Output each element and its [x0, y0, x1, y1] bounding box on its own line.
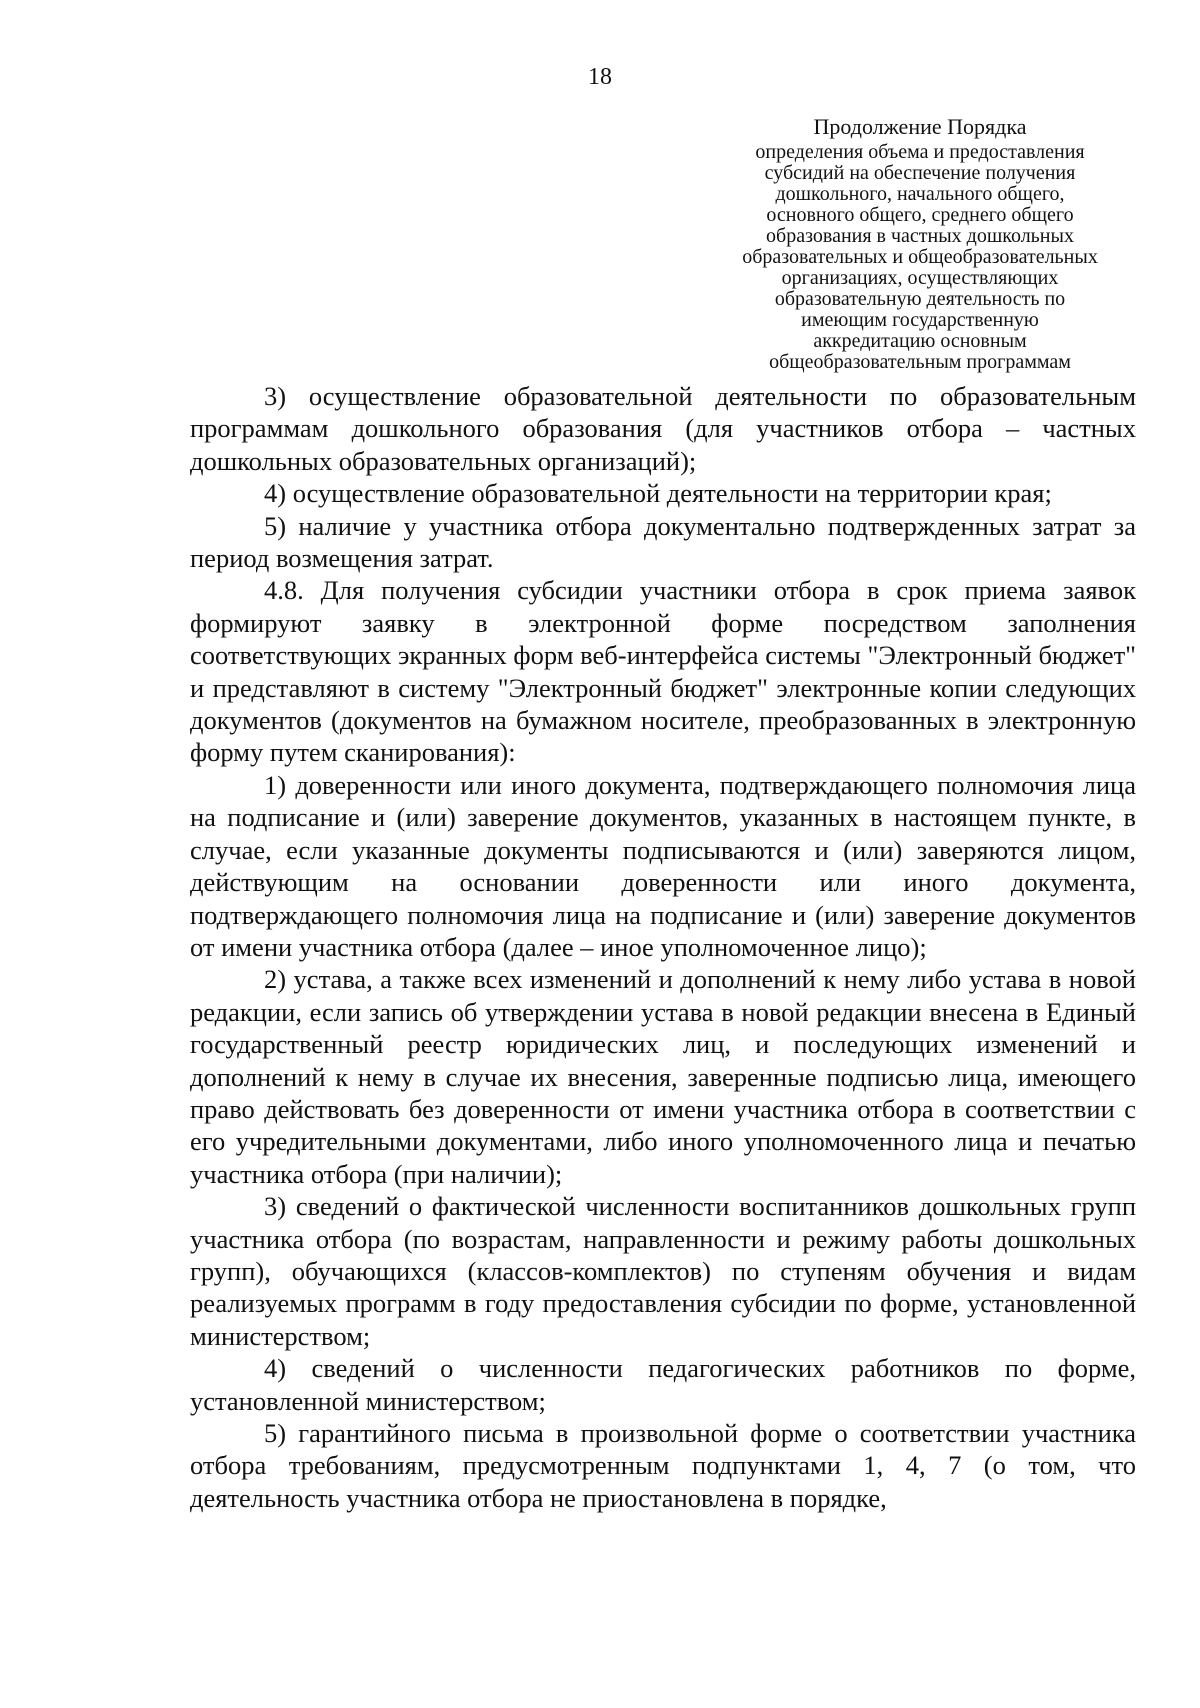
- paragraph: 4) сведений о численности педагогических работников по форме, установленной министерством;: [190, 1353, 1136, 1416]
- header-line: дошкольного, начального общего,: [775, 183, 1065, 205]
- header-line: образовательных и общеобразовательных: [742, 246, 1098, 268]
- header-line: образования в частных дошкольных: [766, 225, 1074, 247]
- header-line: основного общего, среднего общего: [766, 204, 1074, 226]
- document-body: [190, 380, 1136, 1514]
- paragraph: 5) гарантийного письма в произвольной форме о соответствии участника отбора требованиям, предусмотренным подпунктами 1, 4, 7 (о том, что деятельность участника отбора не приостановлена в порядке,: [190, 1418, 1136, 1513]
- paragraph: 3) осуществление образовательной деятельности по образовательным программам дошкольного образования (для участников отбора – частных дошкольных образовательных организаций);: [190, 381, 1136, 476]
- header-line: аккредитацию основным: [813, 330, 1027, 352]
- paragraph: 4) осуществление образовательной деятельности на территории края;: [264, 478, 1052, 509]
- header-line: образовательную деятельность по: [774, 288, 1066, 310]
- paragraph: 5) наличие у участника отбора документально подтвержденных затрат за период возмещения затрат.: [190, 510, 1136, 574]
- paragraph: 3) сведений о фактической численности воспитанников дошкольных групп участника отбора (по возрастам, направленности и режиму работы дошкольных групп), обучающихся (классов-комплектов) по ступеням обучения и видам реализуемых программ в году предоставления субсидии по форме, установленной министерством;: [190, 1191, 1136, 1351]
- document-header: [700, 114, 1140, 373]
- header-line: имеющим государственную: [801, 309, 1039, 331]
- page-number: 18: [588, 64, 612, 90]
- header-line: определения объема и предоставления: [755, 141, 1085, 163]
- header-line: организациях, осуществляющих: [781, 267, 1059, 289]
- paragraph: 1) доверенности или иного документа, подтверждающего полномочия лица на подписание и (или) заверение документов, указанных в настоящем пункте, в случае, если указанные документы подписываются и (или) заверяются лицом, действующим на основании доверенности или иного документа, подтверждающего полномочия лица на подписание и (или) заверение документов от имени участника отбора (далее – иное уполномоченное лицо);: [190, 769, 1136, 962]
- header-line: общеобразовательным программам: [769, 351, 1071, 373]
- header-line: субсидий на обеспечение получения: [764, 162, 1076, 184]
- paragraph: 4.8. Для получения субсидии участники отбора в срок приема заявок формируют заявку в электронной форме посредством заполнения соответствующих экранных форм веб-интерфейса системы "Электронный бюджет" и представляют в систему "Электронный бюджет" электронные копии следующих документов (документов на бумажном носителе, преобразованных в электронную форму путем сканирования):: [190, 575, 1136, 768]
- header-title: Продолжение Порядка: [813, 114, 1027, 139]
- paragraph: 2) устава, а также всех изменений и дополнений к нему либо устава в новой редакции, если запись об утверждении устава в новой редакции внесена в Единый государственный реестр юридических лиц, и последующих изменений и дополнений к нему в случае их внесения, заверенные подписью лица, имеющего право действовать без доверенности от имени участника отбора в соответствии с его учредительными документами, либо иного уполномоченного лица и печатью участника отбора (при наличии);: [190, 964, 1136, 1189]
